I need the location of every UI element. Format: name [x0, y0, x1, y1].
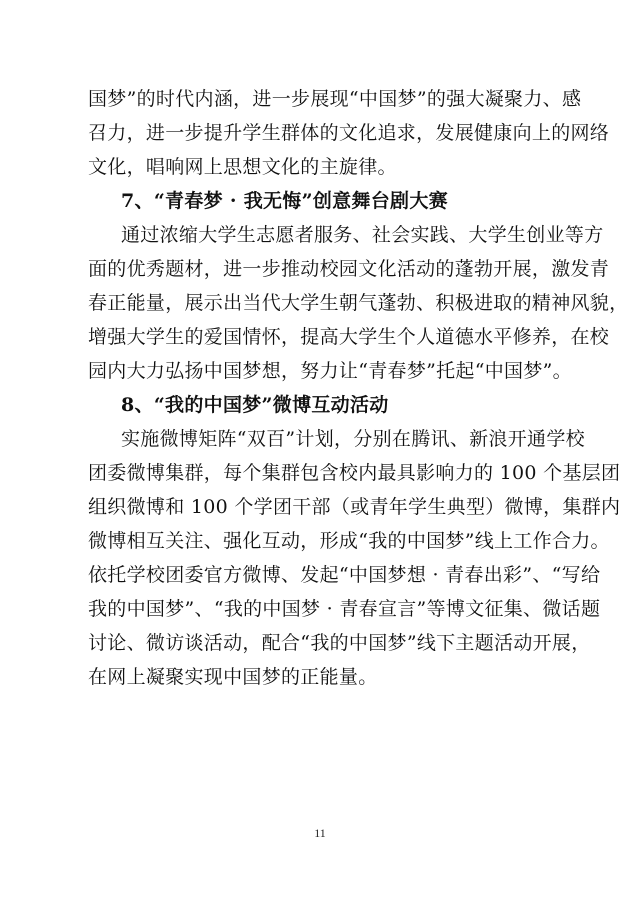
- section-8-line-8: 在网上凝聚实现中国梦的正能量。: [88, 666, 378, 688]
- page-number: 11: [314, 826, 326, 840]
- section-7-line-5: 园内大力弘扬中国梦想，努力让“青春梦”托起“中国梦”。: [88, 360, 572, 382]
- section-7-line-2: 面的优秀题材，进一步推动校园文化活动的蓬勃开展，激发青: [88, 258, 610, 280]
- section-8-line-5: 依托学校团委官方微博、发起“中国梦想 · 青春出彩”、“写给: [88, 564, 601, 586]
- section-8-heading: 8、“我的中国梦”微博互动活动: [121, 394, 389, 416]
- section-7-line-4: 增强大学生的爱国情怀，提高大学生个人道德水平修养，在校: [88, 326, 610, 348]
- intro-line-1: 国梦”的时代内涵，进一步展现“中国梦”的强大凝聚力、感: [88, 88, 582, 110]
- section-7-line-3: 春正能量，展示出当代大学生朝气蓬勃、积极进取的精神风貌，: [88, 292, 629, 314]
- section-8-line-7: 讨论、微访谈活动，配合“我的中国梦”线下主题活动开展，: [88, 632, 591, 654]
- section-8-line-2: 团委微博集群，每个集群包含校内最具影响力的 100 个基层团: [88, 462, 621, 484]
- section-8-line-6: 我的中国梦”、“我的中国梦 · 青春宣言”等博文征集、微话题: [88, 598, 601, 620]
- section-8-line-4: 微博相互关注、强化互动，形成“我的中国梦”线上工作合力。: [88, 530, 610, 552]
- intro-line-3: 文化，唱响网上思想文化的主旋律。: [88, 156, 397, 178]
- section-7-line-1: 通过浓缩大学生志愿者服务、社会实践、大学生创业等方: [121, 224, 604, 246]
- section-8-line-3: 组织微博和 100 个学团干部（或青年学生典型）微博，集群内: [88, 496, 621, 518]
- section-8-line-1: 实施微博矩阵“双百”计划，分别在腾讯、新浪开通学校: [121, 428, 585, 450]
- intro-line-2: 召力，进一步提升学生群体的文化追求，发展健康向上的网络: [88, 122, 610, 144]
- section-7-heading: 7、“青春梦 · 我无悔”创意舞台剧大赛: [121, 190, 448, 212]
